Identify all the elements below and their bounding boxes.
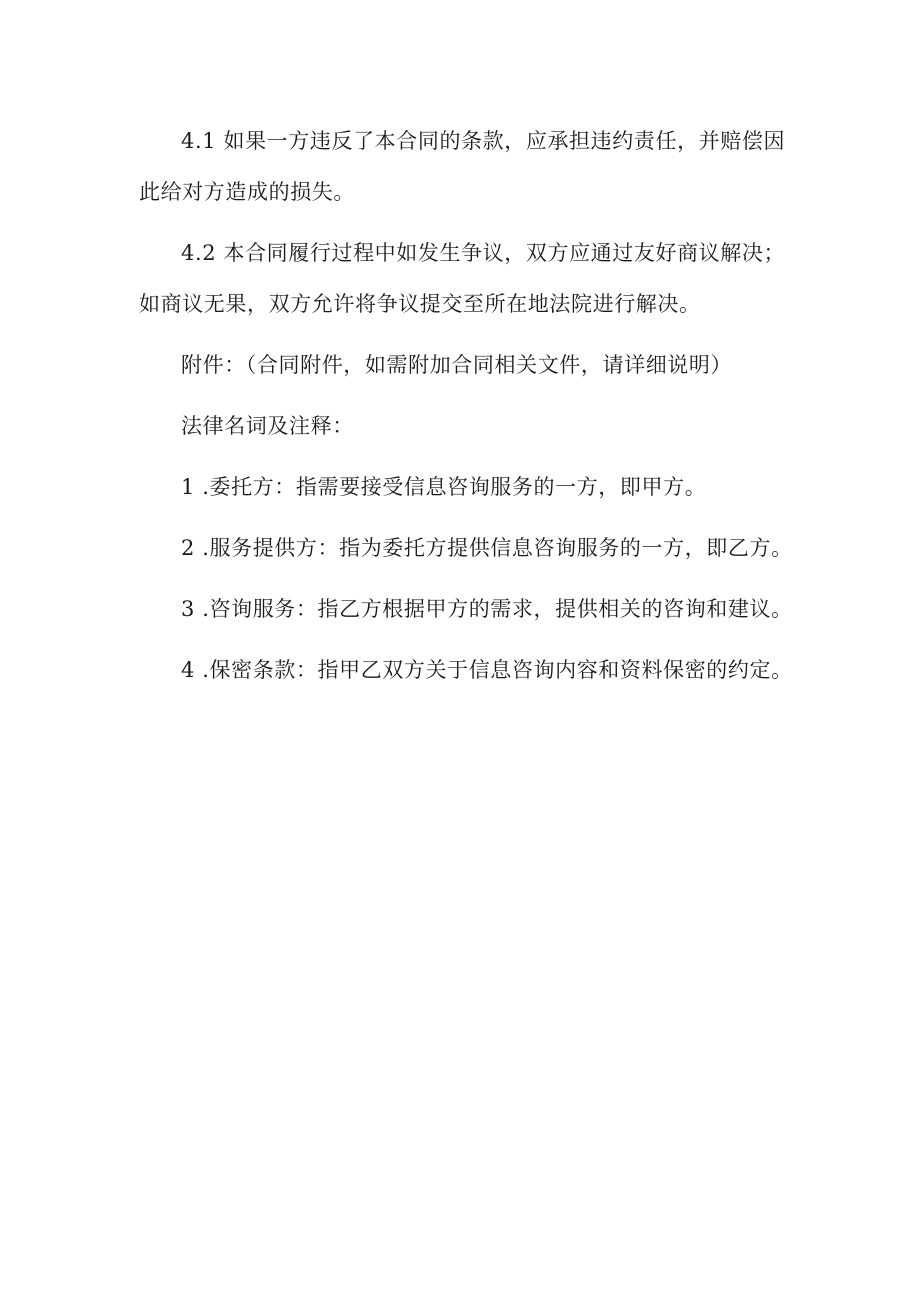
attachment-note: 附件：（合同附件，如需附加合同相关文件，请详细说明）: [181, 353, 733, 377]
glossary-item-3: 3 .咨询服务：指乙方根据甲方的需求，提供相关的咨询和建议。: [181, 597, 793, 621]
glossary-heading: 法律名词及注释：: [181, 414, 354, 438]
clause-4-2: 4.2 本合同履行过程中如发生争议，双方应通过友好商议解决；如商议无果，双方允许将争议提交至所在地法院进行解决。: [139, 241, 786, 316]
clause-4-1: 4.1 如果一方违反了本合同的条款，应承担违约责任，并赔偿因此给对方造成的损失。: [139, 129, 786, 204]
document-body: [139, 116, 799, 696]
glossary-item-4: 4 .保密条款：指甲乙双方关于信息咨询内容和资料保密的约定。: [181, 658, 793, 682]
glossary-item-2: 2 .服务提供方：指为委托方提供信息咨询服务的一方，即乙方。: [181, 536, 793, 560]
glossary-item-1: 1 .委托方：指需要接受信息咨询服务的一方，即甲方。: [181, 475, 707, 499]
